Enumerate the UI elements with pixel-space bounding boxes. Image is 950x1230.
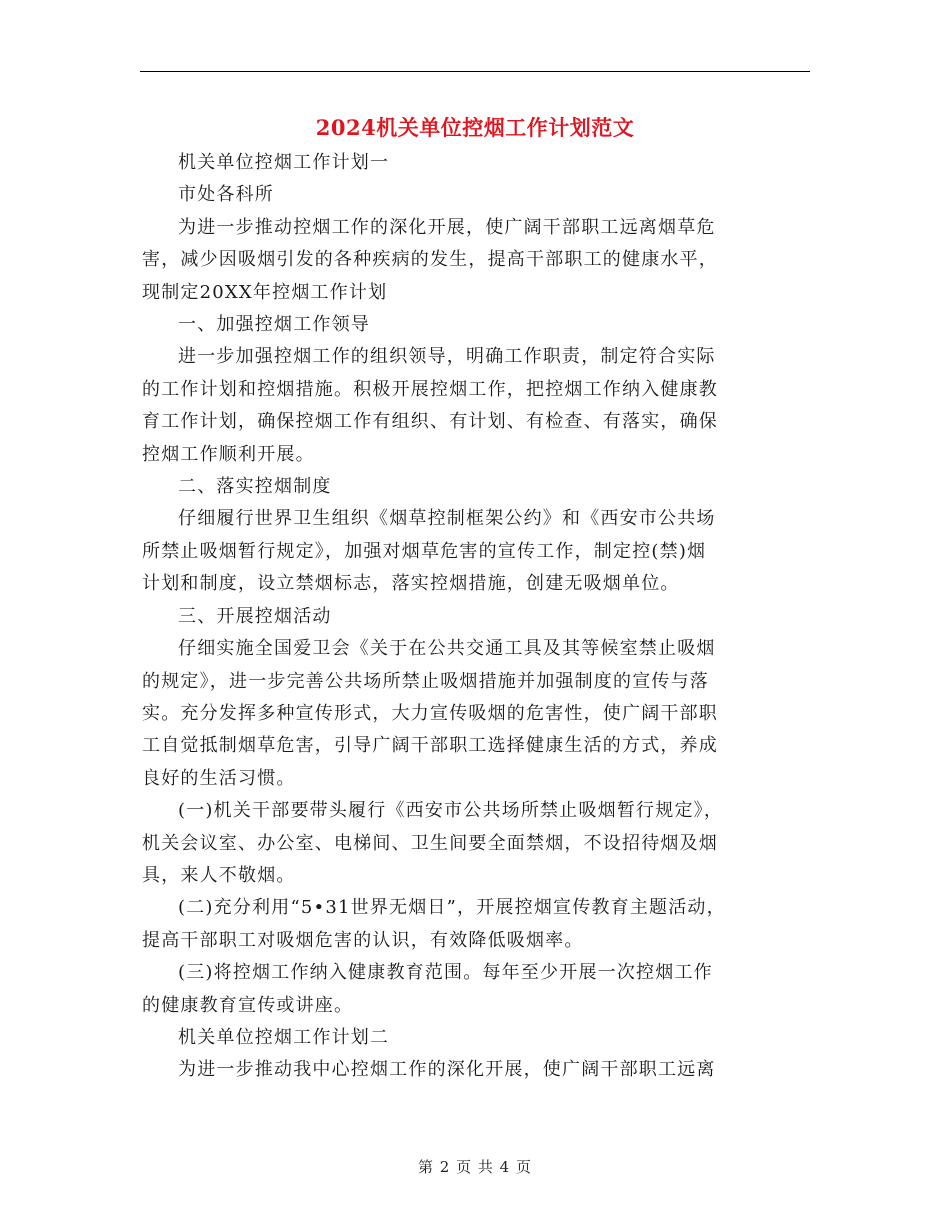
text-line: 所禁止吸烟暂行规定》，加强对烟草危害的宣传工作，制定控(禁)烟 [142, 540, 707, 562]
text-line: 工自觉抵制烟草危害，引导广阔干部职工选择健康生活的方式，养成 [142, 735, 718, 757]
paragraph [142, 957, 810, 1022]
paragraph [142, 892, 810, 957]
text-line: 具，来人不敬烟。 [142, 864, 296, 886]
text-line: 机关单位控烟工作计划二 [178, 1026, 390, 1048]
paragraph [142, 341, 810, 471]
text-line: 实。充分发挥多种宣传形式，大力宣传吸烟的危害性，使广阔干部职 [142, 702, 718, 724]
text-line: 害，减少因吸烟引发的各种疾病的发生，提高干部职工的健康水平， [142, 249, 718, 271]
paragraph [142, 633, 810, 795]
paragraph [142, 471, 810, 503]
text-line: 良好的生活习惯。 [142, 767, 296, 789]
text-line: 提高干部职工对吸烟危害的认识，有效降低吸烟率。 [142, 929, 584, 951]
text-line: 仔细履行世界卫生组织《烟草控制框架公约》和《西安市公共场 [178, 508, 716, 530]
header-rule [140, 71, 810, 72]
text-line: 机关会议室、办公室、电梯间、卫生间要全面禁烟，不设招待烟及烟 [142, 832, 718, 854]
text-line: 现制定20XX年控烟工作计划 [142, 281, 388, 303]
text-line: (二)充分利用“5•31世界无烟日”，开展控烟宣传教育主题活动， [178, 897, 726, 919]
paragraph [142, 1054, 810, 1086]
text-line: 仔细实施全国爱卫会《关于在公共交通工具及其等候室禁止吸烟 [178, 638, 716, 660]
text-line: 机关单位控烟工作计划一 [178, 152, 390, 173]
text-line: 三、开展控烟活动 [178, 605, 332, 627]
text-line: (一)机关干部要带头履行《西安市公共场所禁止吸烟暂行规定》， [178, 800, 724, 822]
text-line: 进一步加强控烟工作的组织领导，明确工作职责，制定符合实际 [178, 346, 716, 368]
text-line: 的健康教育宣传或讲座。 [142, 994, 354, 1016]
text-line: 市处各科所 [178, 184, 274, 206]
text-line: 育工作计划，确保控烟工作有组织、有计划、有检查、有落实，确保 [142, 411, 718, 433]
paragraph [142, 309, 810, 341]
paragraph [142, 503, 810, 600]
text-line: 计划和制度，设立禁烟标志，落实控烟措施，创建无吸烟单位。 [142, 573, 680, 595]
page-footer: 第 2 页 共 4 页 [418, 1158, 532, 1176]
paragraph [142, 179, 810, 211]
text-line: 二、落实控烟制度 [178, 476, 332, 498]
paragraph [142, 1022, 810, 1054]
text-line: 的规定》，进一步完善公共场所禁止吸烟措施并加强制度的宣传与落 [142, 670, 709, 692]
document-title: 2024机关单位控烟工作计划范文 [315, 115, 635, 140]
document-body [142, 147, 810, 1087]
text-line: 为进一步推动我中心控烟工作的深化开展，使广阔干部职工远离 [178, 1059, 716, 1081]
text-line: (三)将控烟工作纳入健康教育范围。每年至少开展一次控烟工作 [178, 962, 713, 984]
text-line: 的工作计划和控烟措施。积极开展控烟工作，把控烟工作纳入健康教 [142, 378, 718, 400]
paragraph [142, 147, 810, 179]
text-line: 为进一步推动控烟工作的深化开展，使广阔干部职工远离烟草危 [178, 216, 716, 238]
text-line: 一、加强控烟工作领导 [178, 314, 370, 336]
paragraph [142, 795, 810, 892]
text-line: 控烟工作顺利开展。 [142, 443, 315, 465]
paragraph [142, 212, 810, 309]
paragraph [142, 601, 810, 633]
